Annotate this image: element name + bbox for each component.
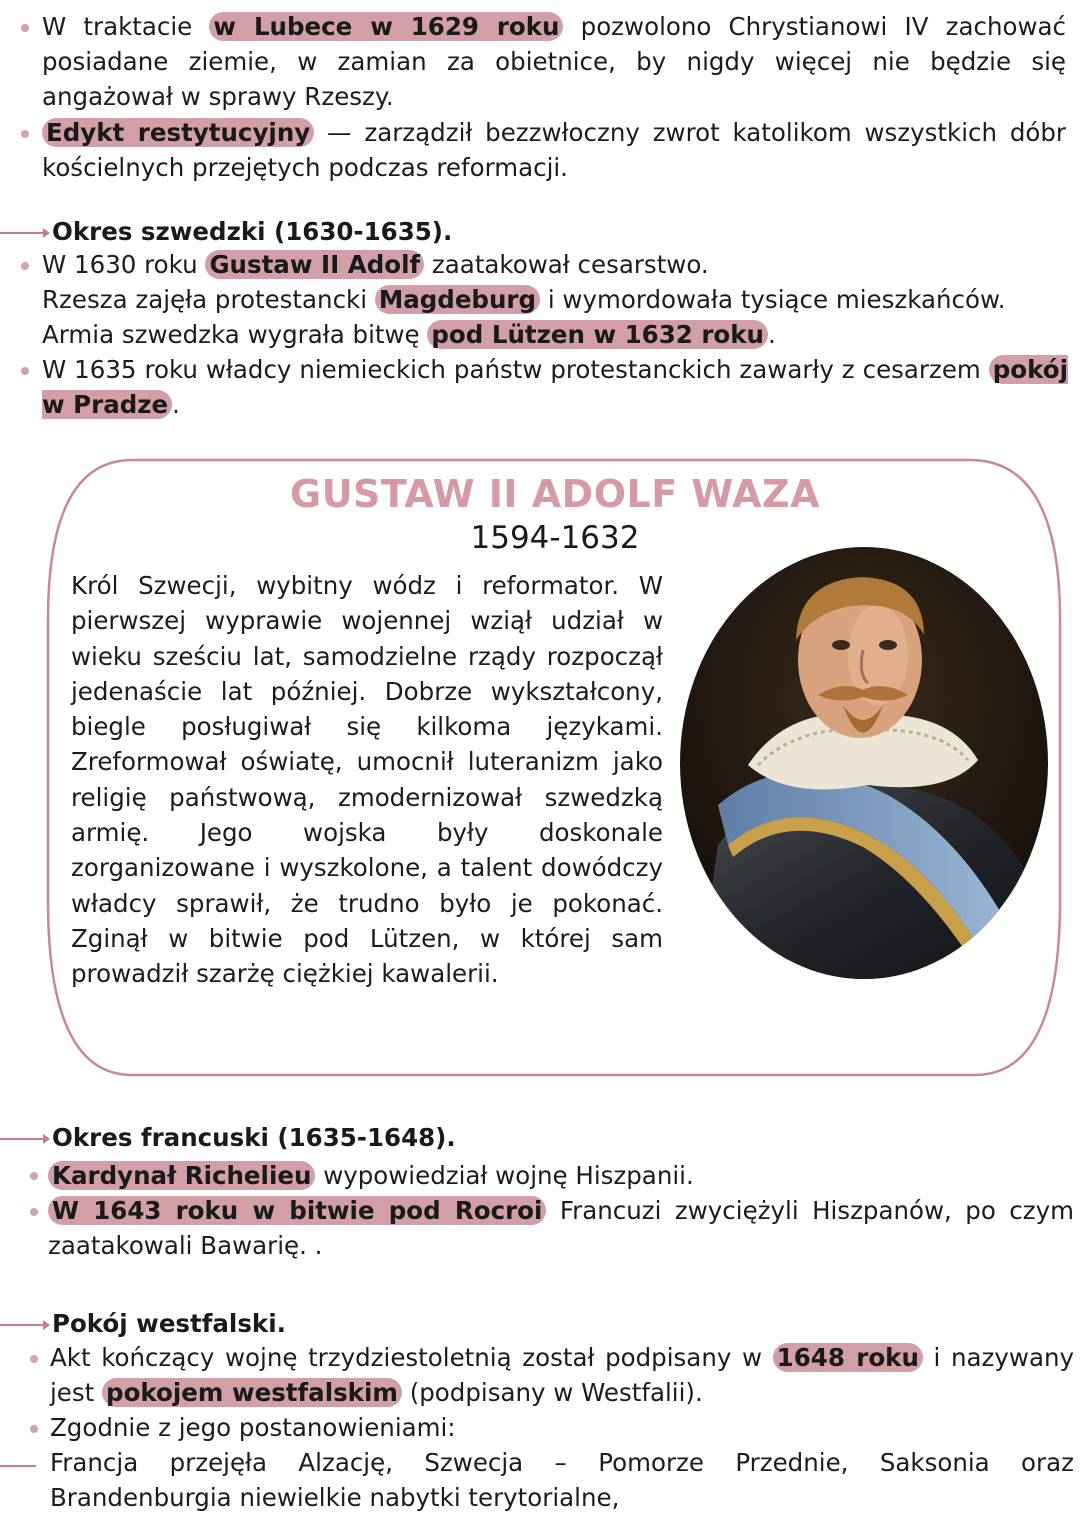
heading-arrow: [0, 1138, 48, 1140]
biography-years: 1594-1632: [470, 520, 640, 556]
biography-text: Król Szwecji, wybitny wódz i reformator. W pierwszej wyprawie wojennej wziął udział w wieku sześciu lat, samodzielne rządy rozpoczął jedenaście lat później. Dobrze wykształcony, biegle posługiwał się kilkoma językami. Zreformował oświatę, umocnił luteranizm jako religię państwową, zmodernizował szwedzką armię. Jego wojska były doskonale zorganizowane i wyszkolone, a talent dowódczy władcy sprawił, że trudno było je pokonać. Zginął w bitwie pod Lützen, w której sam prowadził szarżę ciężkiej kawalerii.: [71, 571, 663, 989]
highlight: Gustaw II Adolf: [205, 250, 424, 279]
list-dash: [0, 1465, 36, 1467]
heading-french-period: Okres francuski (1635-1648).: [52, 1123, 456, 1152]
paragraph-richelieu: Kardynał Richelieu wypowiedział wojnę Hiszpanii.: [48, 1158, 1074, 1193]
bullet: [30, 1172, 38, 1180]
paragraph-gustaw-attack: W 1630 roku Gustaw II Adolf zaatakował cesarstwo. Rzesza zajęła protestancki Magdeburg i wymordowała tysiące mieszkańców. Armia szwedzka wygrała bitwę pod Lützen w 1632 roku .: [42, 250, 1006, 349]
highlight: Magdeburg: [375, 285, 540, 314]
bullet: [30, 1208, 38, 1216]
highlight: Edykt restytucyjny: [42, 118, 314, 147]
paragraph-provisions: Zgodnie z jego postanowieniami:: [50, 1413, 456, 1442]
paragraph-rocroi: W 1643 roku w bitwie pod Rocroi Francuzi zwyciężyli Hiszpanów, po czym zaatakowali Bawarię. .: [48, 1196, 1074, 1260]
paragraph-peace-signed: Akt kończący wojnę trzydziestoletnią został podpisany w 1648 roku i nazywany jest pokojem westfalskim (podpisany w Westfalii).: [50, 1343, 1074, 1407]
bullet: [30, 1355, 38, 1363]
highlight: pod Lützen w 1632 roku: [427, 320, 768, 349]
highlight: W 1643 roku w bitwie pod Rocroi: [48, 1196, 546, 1225]
highlight: w Lubece w 1629 roku: [209, 12, 563, 41]
highlight: pokój w Pradze: [42, 355, 1068, 419]
bullet: [30, 1425, 38, 1433]
paragraph-prague-peace: W 1635 roku władcy niemieckich państw protestanckich zawarły z cesarzem pokój w Pradze .: [42, 355, 1068, 419]
biography-title: GUSTAW II ADOLF WAZA: [290, 472, 820, 516]
paragraph-edict: Edykt restytucyjny — zarządził bezzwłoczny zwrot katolikom wszystkich dóbr kościelnych przejętych podczas reformacji.: [42, 118, 1067, 182]
highlight: pokojem westfalskim: [102, 1378, 402, 1407]
paragraph-territories: Francja przejęła Alzację, Szwecja – Pomorze Przednie, Saksonia oraz Brandenburgia niewielkie nabytki terytorialne,: [50, 1448, 1074, 1512]
heading-swedish-period: Okres szwedzki (1630-1635).: [52, 217, 453, 246]
paragraph-lubeka-treaty: W traktacie w Lubece w 1629 roku pozwolono Chrystianowi IV zachować posiadane ziemie, w zamian za obietnice, by nigdy więcej nie będzie się angażował w sprawy Rzeszy.: [42, 12, 1066, 111]
heading-arrow: [0, 1324, 48, 1326]
highlight: 1648 roku: [773, 1343, 923, 1372]
heading-westphalia: Pokój westfalski.: [52, 1309, 286, 1338]
highlight: Kardynał Richelieu: [48, 1161, 315, 1190]
portrait-image: [678, 545, 1050, 981]
